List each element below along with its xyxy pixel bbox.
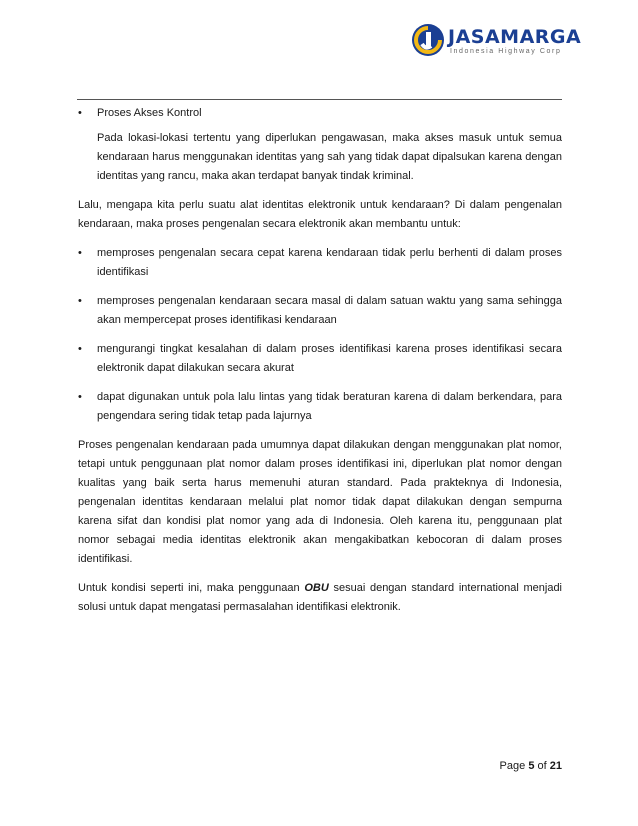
total-pages: 21 [549,760,562,772]
page-label: Page [499,760,526,772]
paragraph: Pada lokasi-lokasi tertentu yang diperlukan pengawasan, maka akses masuk untuk semua kendaraan harus menggunakan identitas yang sah yang tidak dapat dipalsukan karena dengan identitas yang rancu, maka akan terdapat banyak tindak kriminal. [97,132,562,182]
bullet-icon: • [78,391,82,403]
page-footer [500,760,562,772]
obu-term: OBU [304,582,329,594]
list-item-text: memproses pengenalan secara cepat karena kendaraan tidak perlu berhenti di dalam proses identifikasi [97,247,562,278]
list-item-text: mengurangi tingkat kesalahan di dalam proses identifikasi karena proses identifikasi secara elektronik dapat dilakukan secara akurat [97,343,562,374]
paragraph: Proses pengenalan kendaraan pada umumnya dapat dilakukan dengan menggunakan plat nomor, tetapi untuk penggunaan plat nomor dalam proses identifikasi ini, diperlukan plat nomor dengan kualitas yang baik serta harus memenuhi aturan standard. Pada prakteknya di Indonesia, pengenalan identitas kendaraan melalui plat nomor tidak dapat dilakukan dengan sempurna karena sifat dan kondisi plat nomor yang ada di Indonesia. Oleh karena itu, penggunaan plat nomor sebagai media identitas elektronik akan mengakibatkan kebocoran di dalam proses identifikasi. [78,439,562,565]
list-item [78,104,562,186]
bullet-icon: • [78,107,82,119]
list-item-text: memproses pengenalan kendaraan secara masal di dalam satuan waktu yang sama sehingga akan mempercepat proses identifikasi kendaraan [97,295,562,326]
paragraph-text: sesuai dengan standard international menjadi solusi untuk dapat mengatasi permasalahan identifikasi elektronik. [78,582,563,613]
jasamarga-logo-icon [410,22,446,58]
page-number: 5 [528,760,535,772]
list-item-text: dapat digunakan untuk pola lalu lintas yang tidak beraturan karena di dalam berkendara, para pengendara sering tidak tetap pada lajurnya [97,391,562,422]
list-item [78,340,562,378]
bullet-icon: • [78,295,82,307]
header-divider [77,99,562,100]
paragraph-text: Untuk kondisi seperti ini, maka penggunaan [78,582,305,594]
list-item [78,244,562,282]
paragraph [78,579,562,617]
list-item [78,388,562,426]
jasamarga-logo [410,22,582,62]
bullet-heading: Proses Akses Kontrol [97,107,202,119]
bullet-icon: • [78,343,82,355]
of-label: of [537,760,547,772]
list-item [78,292,562,330]
bullet-icon: • [78,247,82,259]
logo-tagline: Indonesia Highway Corp [450,48,562,55]
paragraph: Lalu, mengapa kita perlu suatu alat identitas elektronik untuk kendaraan? Di dalam pengenalan kendaraan, maka proses pengenalan secara elektronik akan membantu untuk: [78,199,562,230]
logo-wordmark: JASAMARGA [448,26,582,48]
document-body [78,104,562,627]
